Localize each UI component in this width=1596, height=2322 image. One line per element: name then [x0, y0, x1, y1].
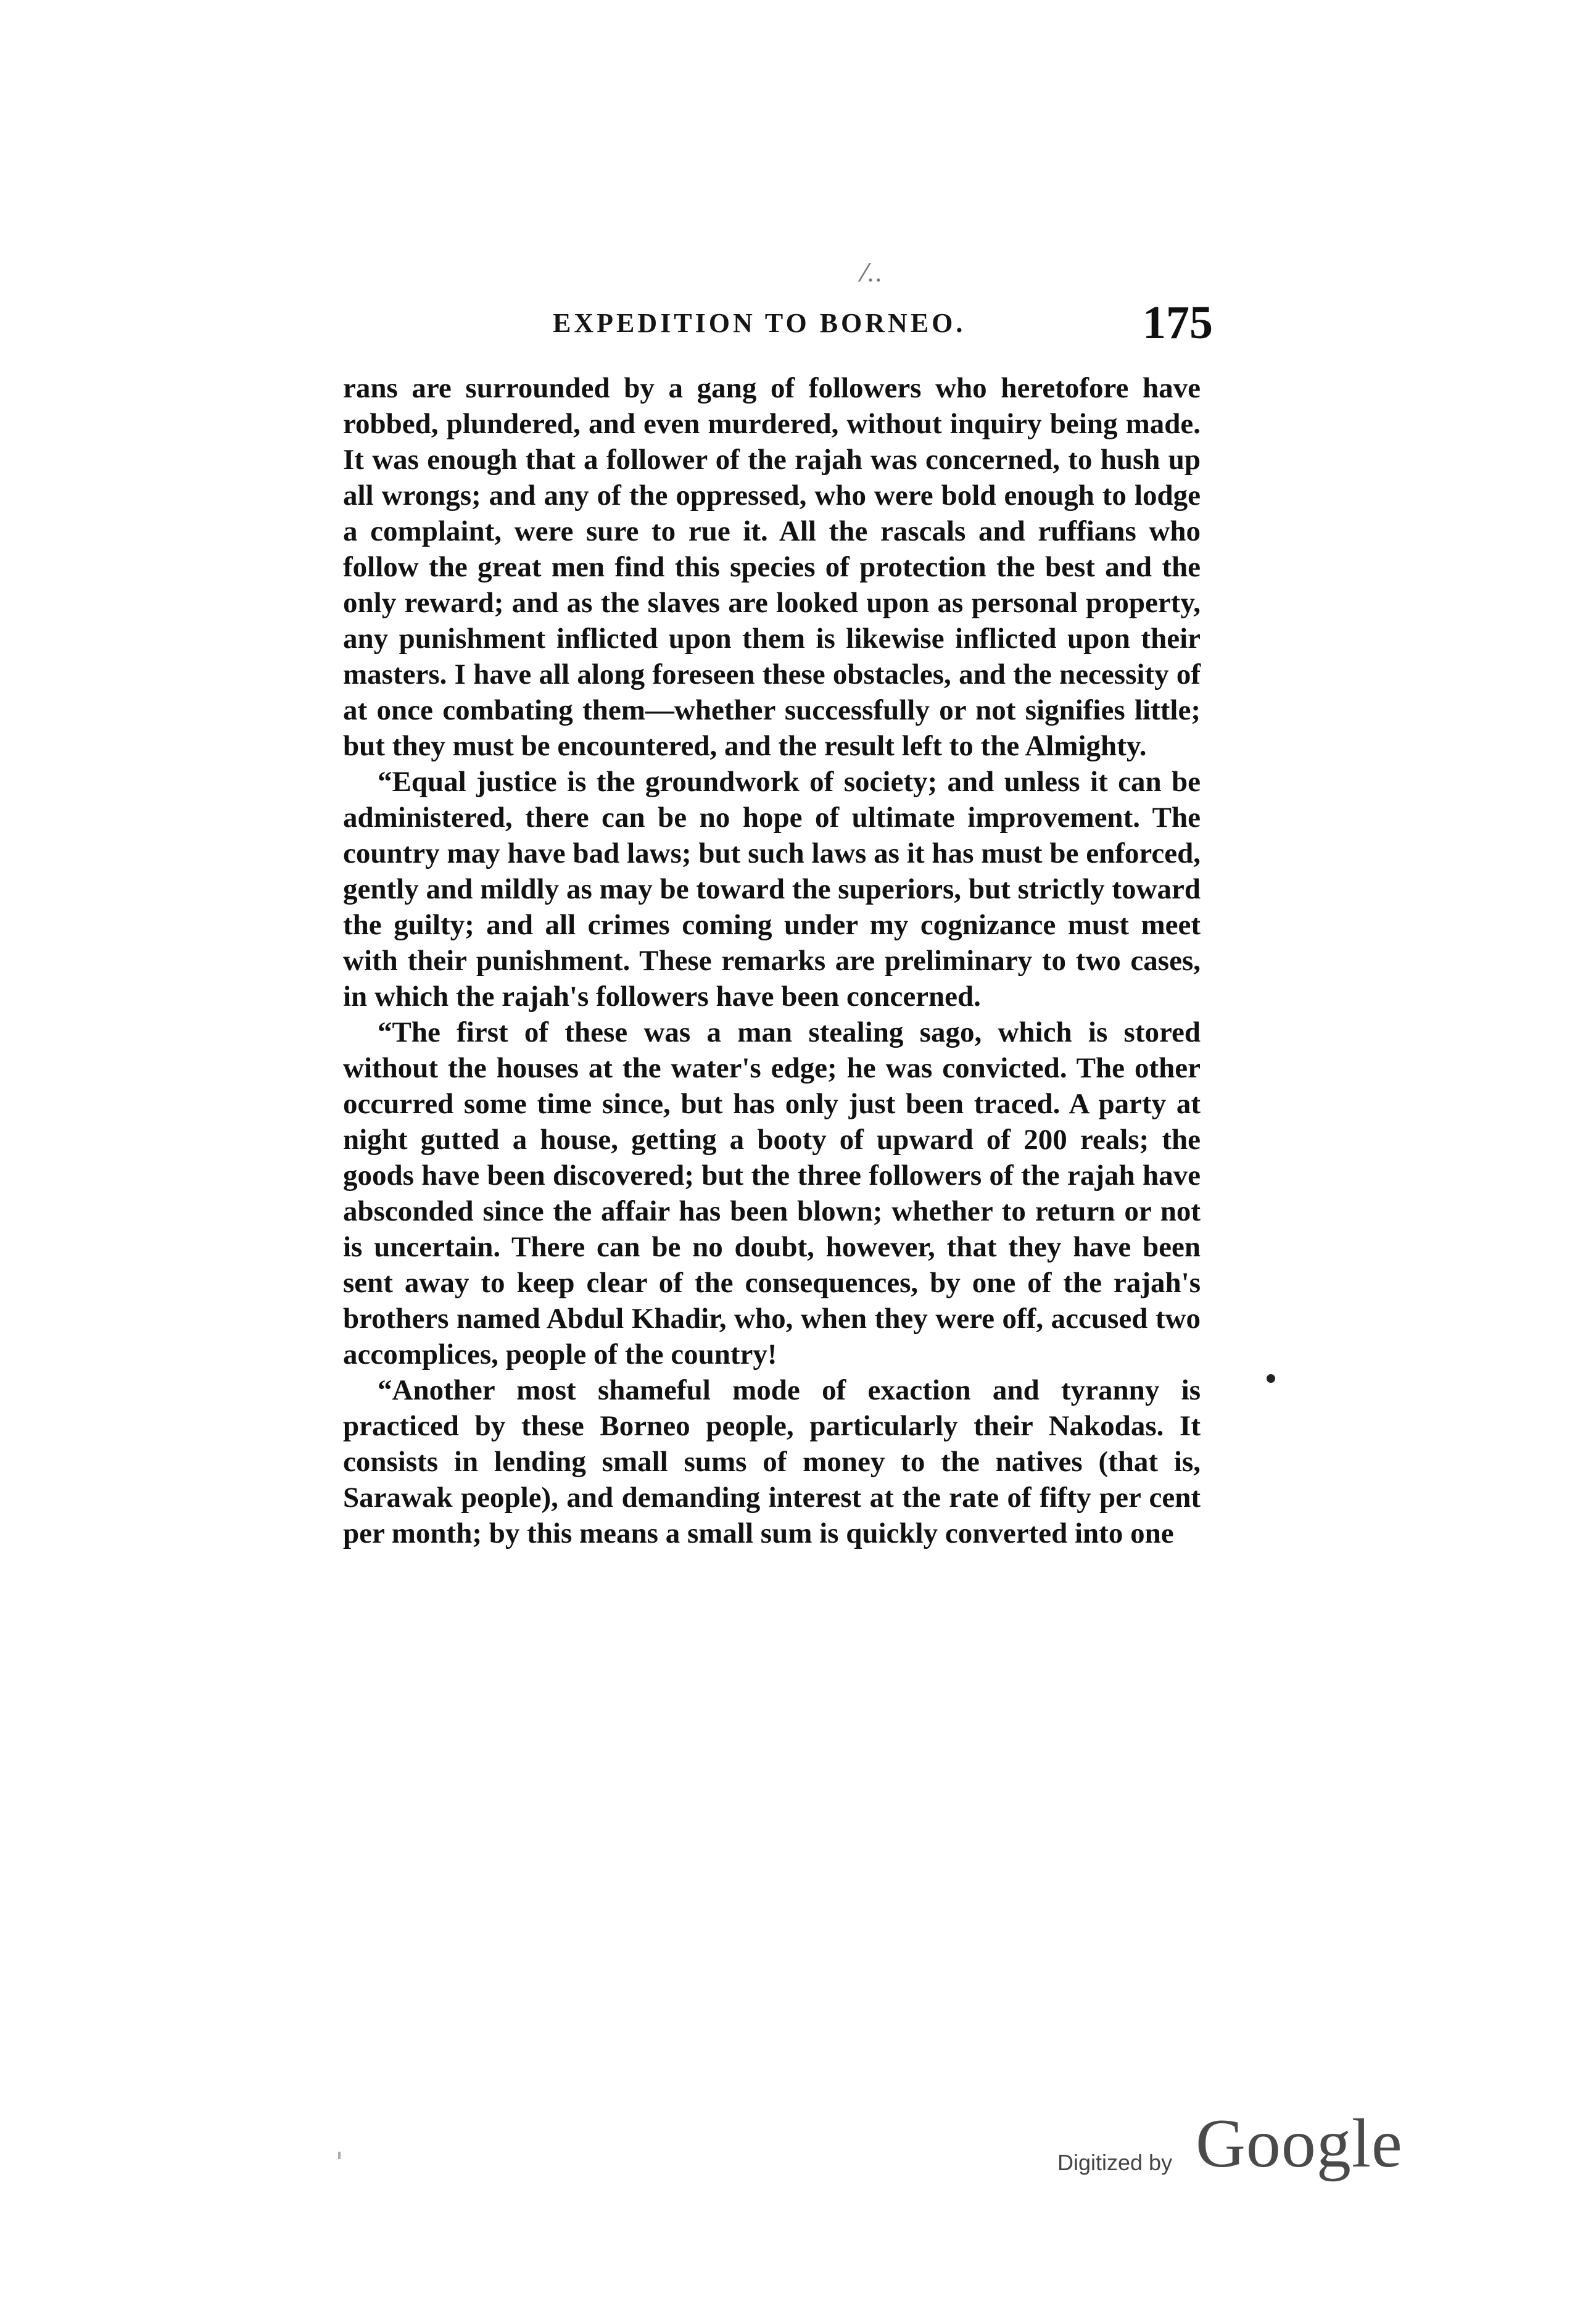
paragraph-3: “The first of these was a man stealing sago, which is stored without the houses at the water's edge; he was convicted. The other occurred some time since, but has only just been traced. A party at night gutted a house, getting a booty of upward of 200 reals; the goods have been discovered; but the three followers of the rajah have absconded since the affair has been blown; whether to return or not is uncertain. There can be no doubt, however, that they have been sent away to keep clear of the consequences, by one of the rajah's brothers named Abdul Khadir, who, when they were off, accused two accomplices, people of the country! — [343, 1016, 1201, 1370]
digitized-by-google-watermark — [1057, 2097, 1403, 2196]
digitized-by-label: Digitized by — [1057, 2150, 1173, 2175]
paragraph-4: “Another most shameful mode of exaction and tyranny is practiced by these Borneo people, particularly their Nakodas. It consists in lending small sums of money to the natives (that is, Sarawak people), and demanding interest at the rate of fifty per cent per month; by this means a small sum is quickly converted into one — [343, 1374, 1201, 1549]
running-head — [349, 297, 1213, 349]
page-number: 175 — [1143, 297, 1213, 349]
running-title: EXPEDITION TO BORNEO. — [553, 308, 966, 338]
google-logo: Google — [1196, 2105, 1403, 2182]
stray-ink-mark: ⁄.. — [862, 259, 883, 288]
paragraph-2: “Equal justice is the groundwork of society; and unless it can be administered, there can be no hope of ultimate improvement. The country may have bad laws; but such laws as it has must be enforced, gently and mildly as may be toward the superiors, but strictly toward the guilty; and all crimes coming under my cognizance must meet with their punishment. These remarks are preliminary to two cases, in which the rajah's followers have been concerned. — [343, 766, 1201, 1013]
faint-margin-mark — [338, 2152, 341, 2159]
body-text — [343, 370, 1201, 1551]
margin-dot-mark — [1267, 1374, 1275, 1383]
paragraph-1: rans are surrounded by a gang of followers who heretofore have robbed, plundered, and even murdered, without inquiry being made. It was enough that a follower of the rajah was concerned, to hush up all wrongs; and any of the oppressed, who were bold enough to lodge a complaint, were sure to rue it. All the rascals and ruffians who follow the great men find this species of protection the best and the only reward; and as the slaves are looked upon as personal property, any punishment inflicted upon them is likewise inflicted upon their masters. I have all along foreseen these obstacles, and the necessity of at once combating them—whether successfully or not signifies little; but they must be encountered, and the result left to the Almighty. — [343, 372, 1201, 762]
